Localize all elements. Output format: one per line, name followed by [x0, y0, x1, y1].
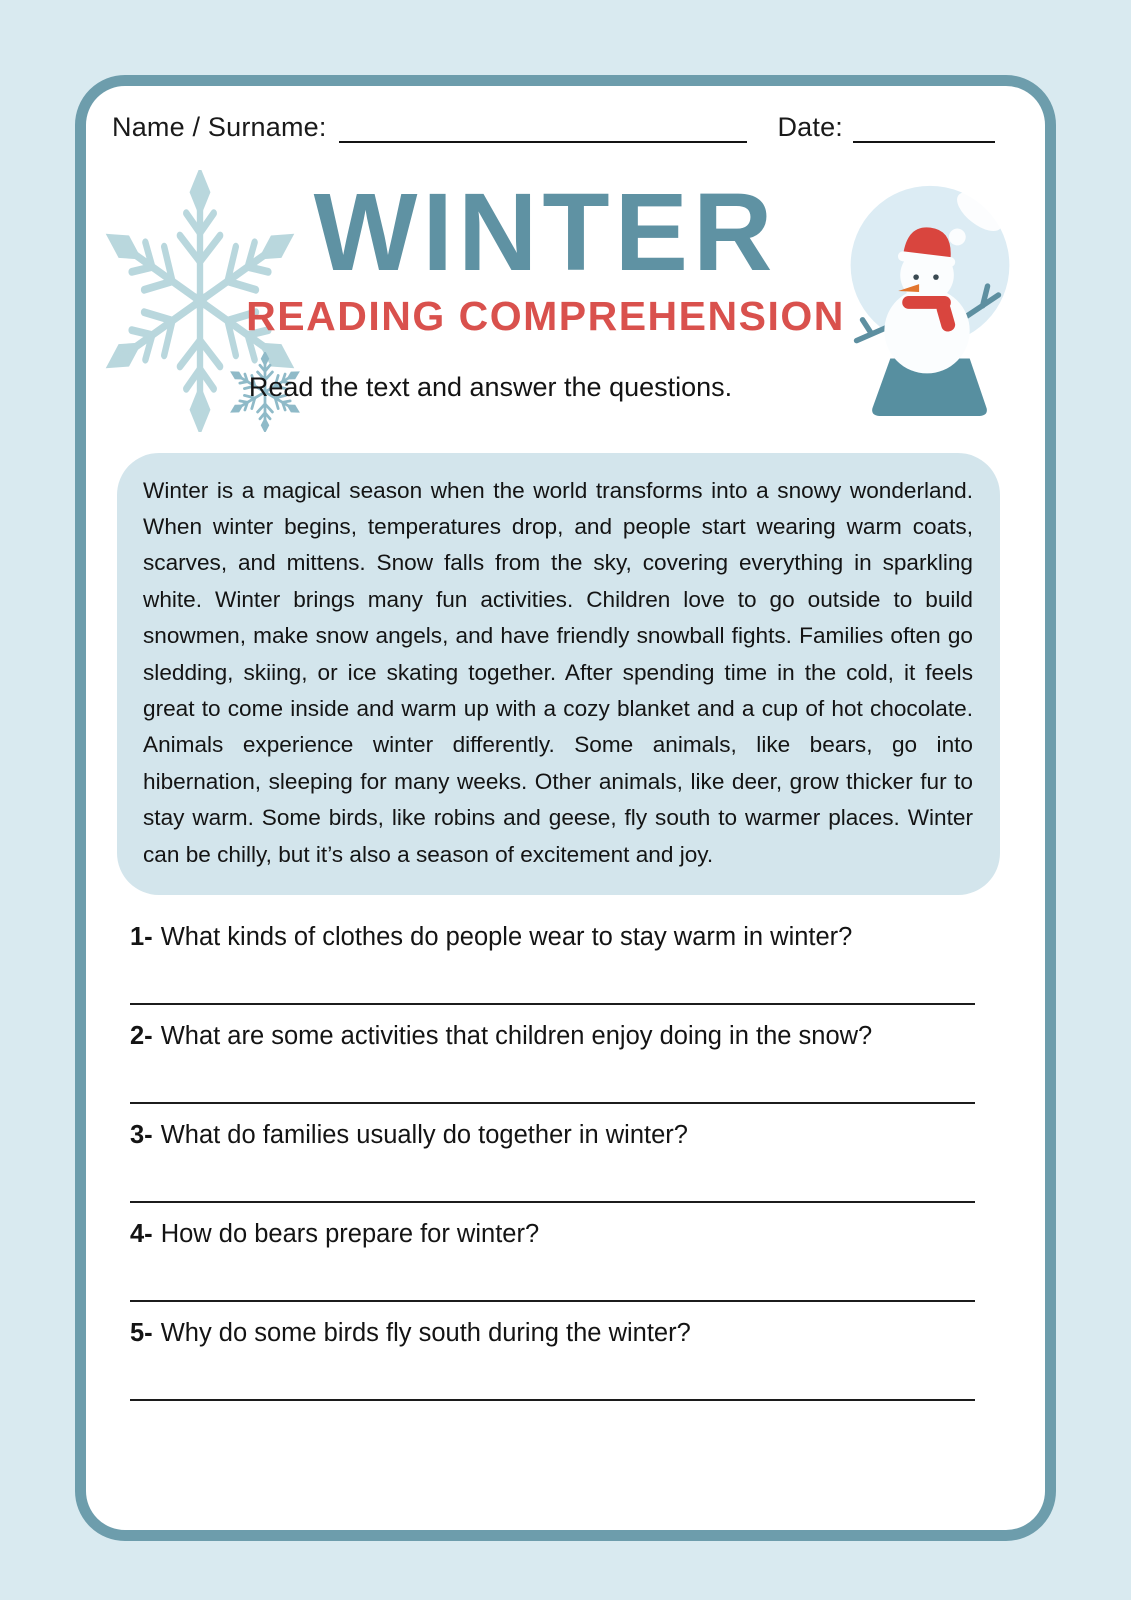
question-number: 3- [130, 1121, 153, 1150]
question-item-3 [130, 1121, 975, 1203]
page-title: WINTER [313, 171, 778, 294]
questions-section [130, 923, 975, 1401]
date-write-line [853, 115, 995, 143]
passage-box [117, 453, 1000, 895]
question-label: What are some activities that children enjoy doing in the snow? [160, 1022, 873, 1051]
question-item-5 [130, 1319, 975, 1401]
question-item-2 [130, 1022, 975, 1104]
question-label: What kinds of clothes do people wear to stay warm in winter? [160, 923, 853, 952]
instruction-text: Read the text and answer the questions. [248, 371, 733, 402]
question-text [130, 923, 975, 952]
answer-line [130, 1399, 975, 1401]
name-write-line [339, 115, 748, 143]
answer-line [130, 1102, 975, 1104]
question-text [130, 1022, 975, 1051]
question-number: 1- [130, 923, 153, 952]
answer-line [130, 1300, 975, 1302]
title-area [86, 171, 1045, 403]
question-number: 4- [130, 1220, 153, 1249]
answer-line [130, 1201, 975, 1203]
question-number: 5- [130, 1319, 153, 1348]
question-item-4 [130, 1220, 975, 1302]
passage-text: Winter is a magical season when the world transforms into a snowy wonderland. When winter begins, temperatures drop, and people start wearing warm coats, scarves, and mittens. Snow falls from the sky, covering everything in sparkling white. Winter brings many fun activities. Children love to go outside to build snowmen, make snow angels, and have friendly snowball fights. Families often go sledding, skiing, or ice skating together. After spending time in the cold, it feels great to come inside and warm up with a cozy blanket and a cup of hot chocolate. Animals experience winter differently. Some animals, like bears, go into hibernation, sleeping for many weeks. Other animals, like deer, grow thicker fur to stay warm. Some birds, like robins and geese, fly south to warmer places. Winter can be chilly, but it’s also a season of excitement and joy. [143, 477, 973, 867]
question-item-1 [130, 923, 975, 1005]
question-number: 2- [130, 1022, 153, 1051]
question-text [130, 1220, 975, 1249]
question-text [130, 1319, 975, 1348]
header-row [112, 112, 995, 143]
question-label: Why do some birds fly south during the winter? [160, 1319, 691, 1348]
question-label: What do families usually do together in winter? [160, 1121, 688, 1150]
question-text [130, 1121, 975, 1150]
answer-line [130, 1003, 975, 1005]
name-label: Name / Surname: [112, 112, 327, 142]
question-label: How do bears prepare for winter? [160, 1220, 540, 1249]
worksheet-card [75, 75, 1056, 1541]
page-subtitle: READING COMPREHENSION [246, 292, 845, 339]
date-label: Date: [777, 112, 843, 142]
